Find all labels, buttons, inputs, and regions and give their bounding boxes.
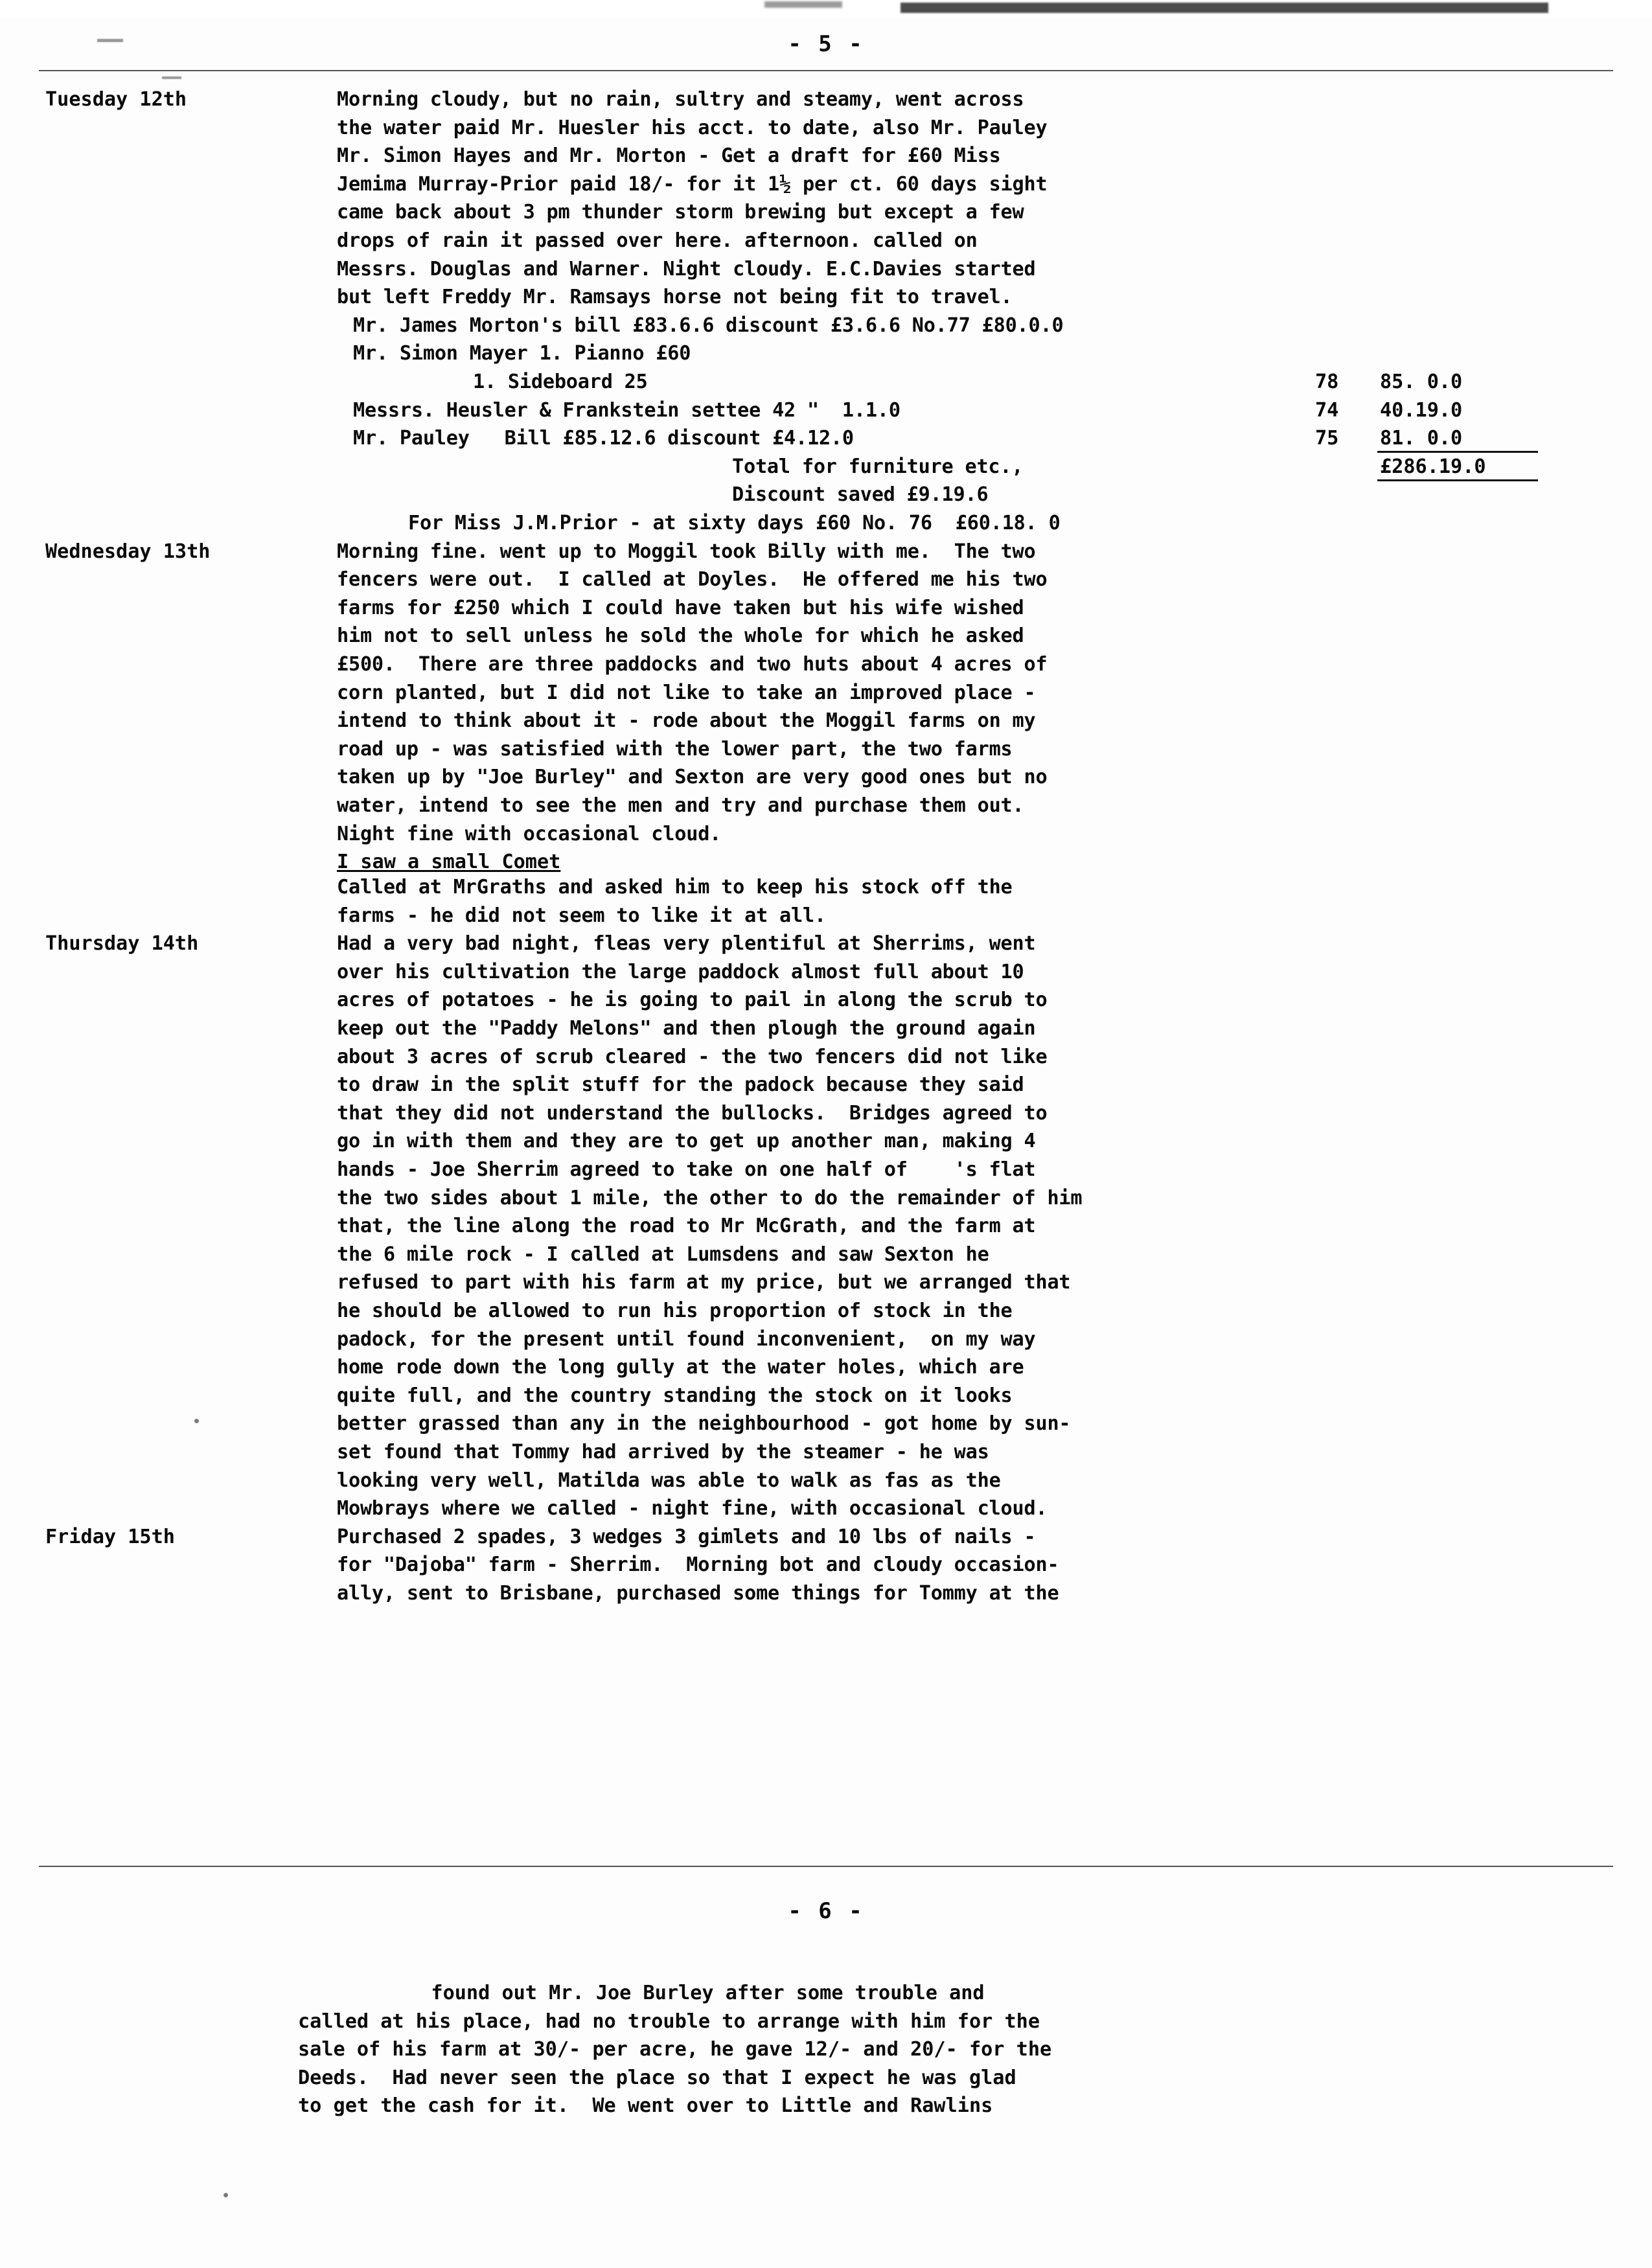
entry-text-tuesday-12: drops of rain it passed over here. afternoon. called on <box>337 229 978 252</box>
account-row-col-b: 81. 0.0 <box>1380 427 1463 450</box>
section-rule <box>39 1866 1613 1867</box>
entry-text-thursday-14: that, the line along the road to Mr McGrath, and the farm at <box>337 1215 1036 1238</box>
entry-text-wednesday-13: him not to sell unless he sold the whole for which he asked <box>337 624 1024 648</box>
entry-text-thursday-14: the two sides about 1 mile, the other to do the remainder of him <box>337 1186 1083 1209</box>
entry-text-tuesday-12: the water paid Mr. Huesler his acct. to date, also Mr. Pauley <box>337 116 1048 139</box>
entry-text-thursday-14: acres of potatoes - he is going to pail in along the scrub to <box>337 989 1048 1012</box>
account-discount-label: Discount saved £9.19.6 <box>732 483 989 507</box>
entry-text-thursday-14: the 6 mile rock - I called at Lumsdens and saw Sexton he <box>337 1243 989 1266</box>
page6-text-line: called at his place, had no trouble to arrange with him for the <box>298 2010 1040 2033</box>
scan-artifact-smudge <box>901 3 1548 13</box>
entry-text-wednesday-13: taken up by "Joe Burley" and Sexton are very good ones but no <box>337 766 1048 789</box>
account-row-col-a: 78 <box>1315 371 1339 393</box>
entry-text-tuesday-12: Morning cloudy, but no rain, sultry and steamy, went across <box>337 88 1024 111</box>
entry-text-thursday-14: that they did not understand the bullocks. Bridges agreed to <box>337 1101 1048 1125</box>
entry-text-tuesday-12: Jemima Murray-Prior paid 18/- for it 1½ per ct. 60 days sight <box>337 172 1048 196</box>
entry-text-tuesday-12-pianno: Mr. Simon Mayer 1. Pianno £60 <box>353 342 691 365</box>
entry-text-thursday-14: home rode down the long gully at the water holes, which are <box>337 1356 1024 1379</box>
entry-text-thursday-14: Had a very bad night, fleas very plentiful at Sherrims, went <box>337 932 1036 956</box>
entry-text-wednesday-13: £500. There are three paddocks and two huts about 4 acres of <box>337 653 1048 676</box>
account-row-col-b: 40.19.0 <box>1380 398 1463 422</box>
entry-text-thursday-14: hands - Joe Sherrim agreed to take on one half of 's flat <box>337 1158 1036 1181</box>
account-row-description: 1. Sideboard 25 <box>473 371 648 393</box>
entry-text-thursday-14: go in with them and they are to get up another man, making 4 <box>337 1130 1036 1153</box>
entry-text-friday-15: ally, sent to Brisbane, purchased some things for Tommy at the <box>337 1582 1059 1605</box>
entry-text-thursday-14: refused to part with his farm at my price, but we arranged that <box>337 1271 1071 1294</box>
scan-speck <box>194 1419 199 1423</box>
entry-text-thursday-14: quite full, and the country standing the stock on it looks <box>337 1384 1013 1407</box>
entry-text-thursday-14: better grassed than any in the neighbourhood - got home by sun- <box>337 1412 1071 1436</box>
entry-text-wednesday-13: Morning fine. went up to Moggil took Billy with me. The two <box>337 540 1036 563</box>
entry-text-wednesday-13-after: Called at MrGraths and asked him to keep his stock off the <box>337 876 1013 899</box>
account-row-col-a: 75 <box>1315 427 1339 450</box>
page-number-5: - 5 - <box>788 31 864 57</box>
entry-text-thursday-14: Mowbrays where we called - night fine, with occasional cloud. <box>337 1497 1048 1520</box>
entry-text-wednesday-13: corn planted, but I did not like to take an improved place - <box>337 681 1036 704</box>
entry-text-thursday-14: keep out the "Paddy Melons" and then plough the ground again <box>337 1017 1036 1040</box>
entry-text-tuesday-12: came back about 3 pm thunder storm brewing but except a few <box>337 201 1024 224</box>
scan-speck <box>224 2193 228 2197</box>
page6-text-line: to get the cash for it. We went over to Little and Rawlins <box>298 2094 993 2118</box>
scan-fleck <box>162 76 181 79</box>
entry-text-thursday-14: padock, for the present until found inconvenient, on my way <box>337 1327 1036 1351</box>
page6-text-line: Deeds. Had never seen the place so that I expect he was glad <box>298 2066 1016 2089</box>
account-total-value: £286.19.0 <box>1380 455 1486 478</box>
day-label-wednesday-13: Wednesday 13th <box>45 540 211 563</box>
entry-text-wednesday-13: Night fine with occasional cloud. <box>337 822 722 845</box>
entry-text-friday-15: Purchased 2 spades, 3 wedges 3 gimlets and 10 lbs of nails - <box>337 1525 1036 1548</box>
entry-text-thursday-14: over his cultivation the large paddock almost full about 10 <box>337 960 1024 983</box>
comet-note-underlined: I saw a small Comet <box>337 851 561 874</box>
entry-text-thursday-14: to draw in the split stuff for the padock because they said <box>337 1073 1024 1097</box>
day-label-thursday-14: Thursday 14th <box>45 932 199 956</box>
page-number-6: - 6 - <box>788 1898 864 1924</box>
account-row-col-a: 74 <box>1315 398 1339 422</box>
account-total-rule <box>1377 479 1538 481</box>
entry-text-wednesday-13: road up - was satisfied with the lower part, the two farms <box>337 737 1013 761</box>
account-row-description: Messrs. Heusler & Frankstein settee 42 " 1.1.0 <box>353 398 901 422</box>
entry-text-wednesday-13-after: farms - he did not seem to like it at all. <box>337 904 826 927</box>
header-rule <box>39 70 1613 71</box>
account-row-col-b: 85. 0.0 <box>1380 371 1463 393</box>
entry-text-thursday-14: set found that Tommy had arrived by the steamer - he was <box>337 1441 989 1463</box>
account-prior-note: For Miss J.M.Prior - at sixty days £60 No. 76 £60.18. 0 <box>408 512 1061 534</box>
entry-text-wednesday-13: intend to think about it - rode about the Moggil farms on my <box>337 709 1036 733</box>
entry-text-tuesday-12: but left Freddy Mr. Ramsays horse not being fit to travel. <box>337 286 1013 309</box>
entry-text-thursday-14: he should be allowed to run his proportion of stock in the <box>337 1300 1013 1322</box>
page6-text-line: found out Mr. Joe Burley after some trouble and <box>337 1982 985 2004</box>
account-row-description: Mr. Pauley Bill £85.12.6 discount £4.12.0 <box>353 427 854 450</box>
entry-text-tuesday-12-bill: Mr. James Morton's bill £83.6.6 discount £3.6.6 No.77 £80.0.0 <box>353 314 1064 337</box>
entry-text-wednesday-13: farms for £250 which I could have taken but his wife wished <box>337 596 1024 619</box>
entry-text-thursday-14: about 3 acres of scrub cleared - the two fencers did not like <box>337 1045 1048 1068</box>
entry-text-wednesday-13: water, intend to see the men and try and purchase them out. <box>337 794 1024 817</box>
entry-text-friday-15: for "Dajoba" farm - Sherrim. Morning bot and cloudy occasion- <box>337 1553 1059 1577</box>
entry-text-wednesday-13: fencers were out. I called at Doyles. He offered me his two <box>337 568 1048 591</box>
day-label-tuesday-12: Tuesday 12th <box>45 88 187 111</box>
account-total-label: Total for furniture etc., <box>732 455 1024 478</box>
entry-text-thursday-14: looking very well, Matilda was able to walk as fas as the <box>337 1469 1001 1492</box>
day-label-friday-15: Friday 15th <box>45 1525 175 1548</box>
entry-text-tuesday-12: Mr. Simon Hayes and Mr. Morton - Get a draft for £60 Miss <box>337 144 1001 168</box>
scan-artifact-smudge-small <box>764 1 842 8</box>
page6-text-line: sale of his farm at 30/- per acre, he gave 12/- and 20/- for the <box>298 2038 1052 2061</box>
entry-text-tuesday-12: Messrs. Douglas and Warner. Night cloudy. E.C.Davies started <box>337 257 1036 281</box>
